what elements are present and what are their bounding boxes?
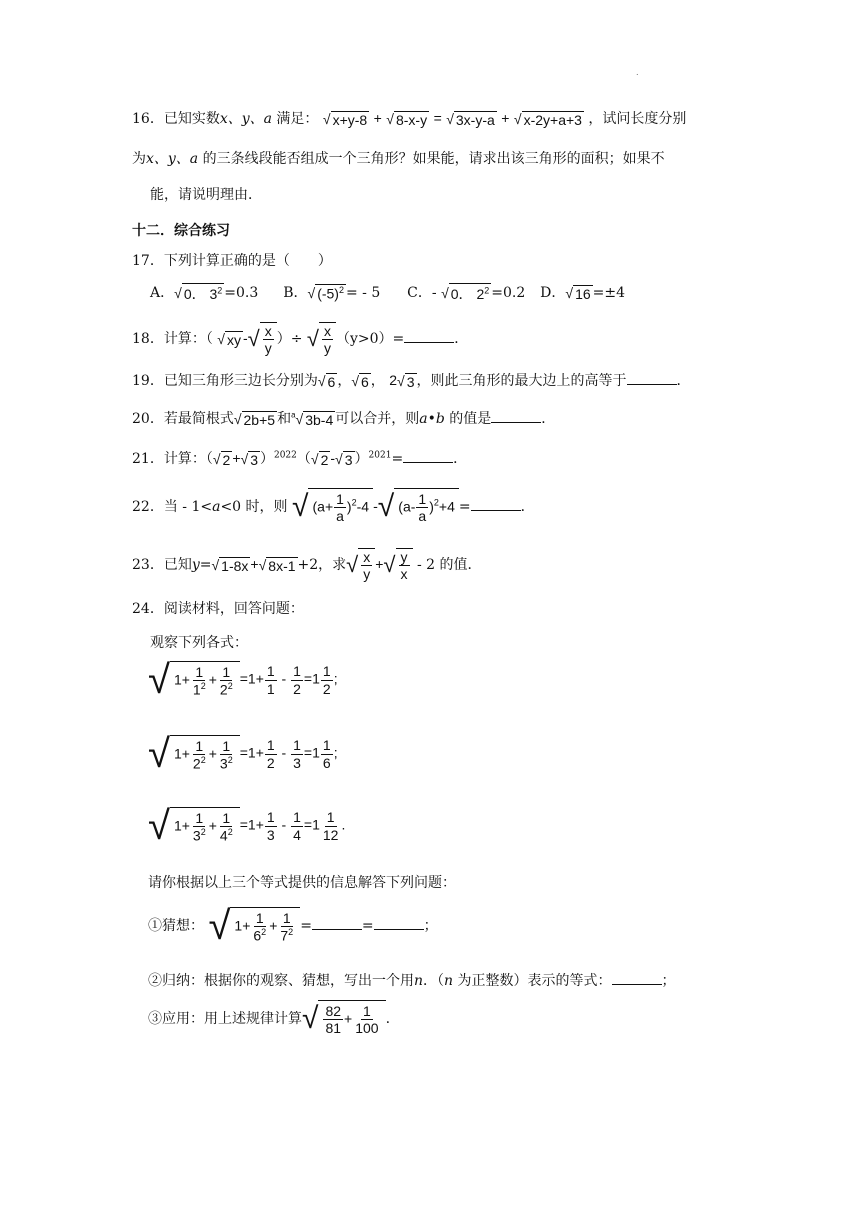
answer-blank-24-1a[interactable]	[312, 915, 362, 930]
question-16-line2: 为x、y、a 的三条线段能否组成一个三角形？如果能，请求出该三角形的面积；如果不	[132, 151, 665, 167]
q24-equation-1: √ 1+ $\frac{1}{1^2}$ + $\frac{1}{2^2}$ =1+ $\frac{1}{1}$ - $\frac{1}{2}$ =1 $\frac{1}{2}$ ;	[148, 658, 338, 702]
question-20: 20．若最简根式√ 2b+5 和$^a$√ 3b-4 可以合并，则a•b 的值是 ．	[132, 408, 555, 428]
q16-text-mid: 满足：	[271, 111, 319, 127]
answer-blank-22[interactable]	[471, 496, 521, 511]
q24-observe: 观察下列各式：	[150, 635, 248, 651]
header-dot: .	[636, 68, 639, 77]
question-16-line1: 16．已知实数x、y、a 满足： √ x+y-8 + √ 8-x-y = √ 3x-y-a + √ x-2y+a+3 ，试问长度分别	[132, 110, 687, 128]
q24-equation-3: √ 1+ $\frac{1}{3^2}$ + $\frac{1}{4^2}$ =1+ $\frac{1}{3}$ - $\frac{1}{4}$ =1 $\frac{1}{12}$ .	[148, 804, 346, 848]
answer-blank-21[interactable]	[403, 448, 453, 463]
option-a[interactable]: A．√ 0． $3^2 =0.3$	[150, 285, 258, 301]
answer-blank-24-1b[interactable]	[374, 915, 424, 930]
q24-equation-2: √ 1+ $\frac{1}{2^2}$ + $\frac{1}{3^2}$ =1+ $\frac{1}{2}$ - $\frac{1}{3}$ =1 $\frac{1}{6}$ ;	[148, 732, 338, 776]
q16-radical-1: √ x+y-8	[322, 111, 368, 128]
q16-radical-2: √ 8-x-y	[386, 111, 428, 128]
q24-instruction: 请你根据以上三个等式提供的信息解答下列问题：	[148, 875, 456, 891]
answer-blank-19[interactable]	[627, 370, 677, 385]
answer-blank-20[interactable]	[491, 408, 541, 423]
q24-part1: ①猜想： √ 1+ $\frac{1}{6^2}$ + $\frac{1}{7^2}$ = = ；	[148, 904, 438, 948]
q16-radical-3: √ 3x-y-a	[446, 111, 495, 128]
option-b[interactable]: B．√ $(-5)^2$ = - 5	[283, 285, 381, 303]
answer-blank-18[interactable]	[404, 328, 454, 343]
q16-vars: x、y、a	[219, 111, 272, 127]
question-17: 17．下列计算正确的是（ ）	[132, 253, 332, 269]
question-22: 22．当 - 1<a<0 时，则 √ (a+ $\frac{1}{a}$ )$^2$-4 -√ (a- $\frac{1}{a}$ )$^2$+4 = ．	[132, 488, 535, 526]
question-19: 19．已知三角形三边长分别为√ 6 ，√ 6 ， 2√ 3 ，则此三角形的最大边上的高等于 ．	[132, 372, 691, 390]
q16-number: 16．	[132, 111, 164, 127]
q16-text-post: ，试问长度分别	[588, 111, 687, 127]
question-24-title: 24．阅读材料，回答问题：	[132, 601, 304, 617]
question-18: 18．计算：（ √ xy -√ $\frac{x}{y}$ ）÷ √ $\frac{x}{y}$ （y>0）= ．	[132, 323, 469, 357]
question-16-line3: 能，请说明理由．	[150, 187, 262, 203]
answer-blank-24-2[interactable]	[612, 970, 662, 985]
q24-part3: ③应用：用上述规律计算√ $\frac{82}{81}$ + $\frac{1}{100}$ .	[148, 1000, 390, 1038]
q16-text: 已知实数	[163, 111, 220, 127]
q16-radical-4: √ x-2y+a+3	[513, 111, 582, 128]
question-17-options	[150, 282, 625, 304]
option-d[interactable]: D．√ 16 =±4	[540, 285, 626, 302]
question-23: 23．已知y=√ 1-8x +√ 8x-1 +2，求√ $\frac{x}{y}$ +√ $\frac{y}{x}$ - 2 的值．	[132, 549, 482, 583]
question-21: 21．计算：（√ 2 +√ 3 ）$^{2022}$（√ 2 -√ 3 ）$^{2021}$= ．	[132, 450, 468, 468]
section-heading: 十二．综合练习	[132, 222, 230, 238]
q24-part2: ②归纳：根据你的观察、猜想，写出一个用n．（n 为正整数）表示的等式： ；	[148, 970, 676, 990]
option-c[interactable]: C．- √ 0． $2^2 =0.2$	[407, 285, 525, 301]
